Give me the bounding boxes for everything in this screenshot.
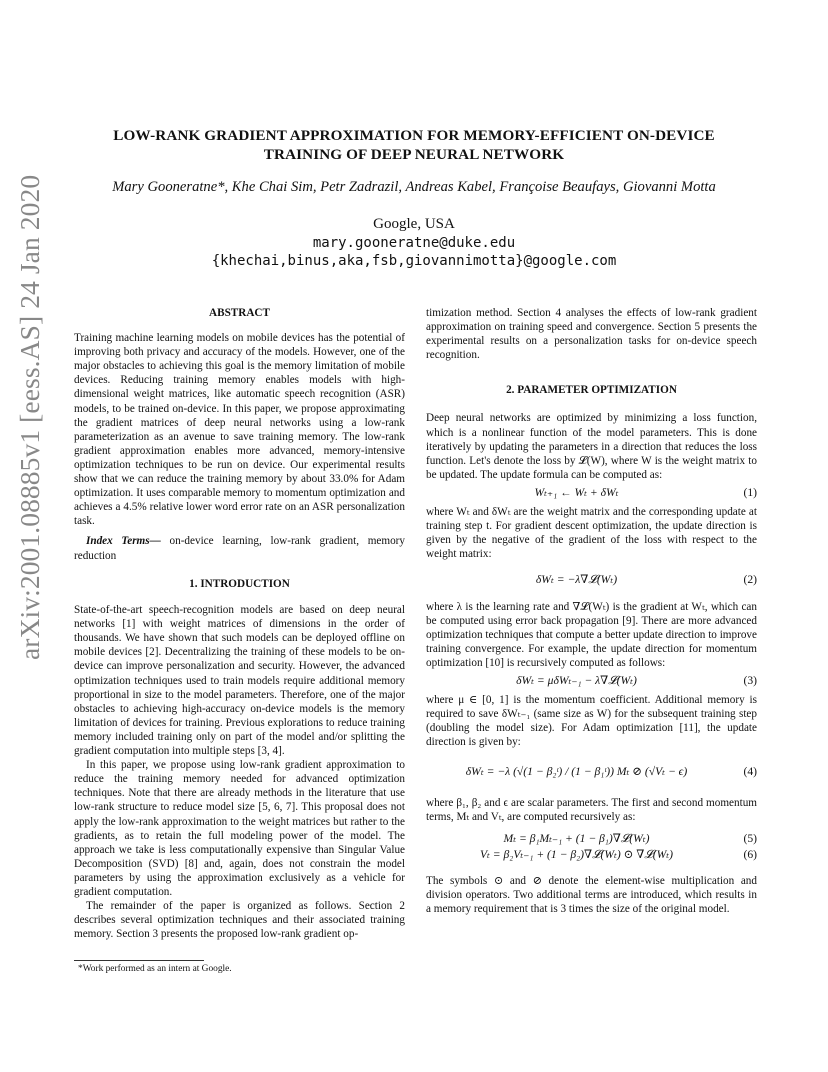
abstract-section [74, 306, 405, 563]
abstract-heading: ABSTRACT [209, 307, 270, 319]
index-terms [74, 534, 405, 562]
equation-1 [426, 486, 757, 500]
equation-6-formula: Vₜ = β₂Vₜ₋₁ + (1 − β₂)∇𝓛(Wₜ) ⊙ ∇𝓛(Wₜ) [479, 847, 674, 861]
paper-title [60, 126, 768, 164]
index-terms-label: Index Terms— [86, 535, 161, 548]
equation-4 [426, 765, 757, 779]
author-list: Mary Gooneratne*, Khe Chai Sim, Petr Zadrazil, Andreas Kabel, Françoise Beaufays, Giovanni Motta [112, 179, 716, 195]
intro-paragraph-2: In this paper, we propose using low-rank gradient approximation to reduce the training memory needed for advanced optimization techniques. Note that there are already methods in the literature that use low-rank structure to reduce model size [5, 6, 7]. This proposal does not apply the low-rank approximation to the weight matrices but rather to the gradients, as to retain the full modeling power of the model. The approach we take is less computationally expensive than Singular Value Decomposition (SVD) [8] and, again, does not constrain the model parameters by using the approximation exclusively as a vehicle for gradient computation. [74, 759, 405, 898]
intro-continuation: timization method. Section 4 analyses the effects of low-rank gradient approximation on training speed and convergence. Section 5 presents the experimental results on a personalization tasks for on-device speech recognition. [426, 307, 757, 362]
intro-heading: 1. INTRODUCTION [189, 578, 290, 590]
index-terms-list: on-device learning, low-rank gradient, memory reduction [74, 535, 405, 562]
section-2-paragraph-3: where λ is the learning rate and ∇𝓛(Wₜ) is the gradient at Wₜ, which can be computed using error back propagation [9]. There are more advanced optimization techniques that compute a better update direction to improve training convergence. For example, the update direction for momentum optimization [10] is recursively computed as follows: [426, 600, 757, 669]
equation-3-number: (3) [743, 673, 757, 687]
section-2-heading: 2. PARAMETER OPTIMIZATION [506, 384, 677, 397]
section-2-paragraph-1: Deep neural networks are optimized by minimizing a loss function, which is a nonlinear function of the model parameters. This is done iteratively by updating the parameters in a direction that reduces the loss function. Let's denote the loss by 𝓛(W), where W is the weight matrix to be updated. The update formula can be computed as: [426, 412, 757, 481]
equation-2 [426, 573, 757, 587]
arxiv-stamp: arXiv:2001.08885v1 [eess.AS] 24 Jan 2020 [14, 174, 45, 660]
section-2-paragraph-6: The symbols ⊙ and ⊘ denote the element-wise multiplication and division operators. Two additional terms are introduced, which results in a memory requirement that is 3 times the size of the original model. [426, 874, 757, 916]
equation-6-number: (6) [743, 847, 757, 861]
footnote: *Work performed as an intern at Google. [78, 964, 232, 974]
section-2-paragraph-2: where Wₜ and δWₜ are the weight matrix and the corresponding update at training step t. For gradient descent optimization, the update direction is given by the negative of the gradient of the loss with respect to the weight matrix: [426, 506, 757, 561]
email-group[interactable]: {khechai,binus,aka,fsb,giovannimotta}@google.com [211, 253, 617, 269]
abstract-text: Training machine learning models on mobile devices has the potential of improving both privacy and accuracy of the models. However, one of the major obstacles to achieving this goal is the memory limitation of mobile devices. Reducing training memory enables models with high-dimensional weight matrices, like automatic speech recognition (ASR) models, to be trained on-device. In this paper, we propose approximating the gradient matrices of deep neural networks using a low-rank parameterization as an avenue to save training memory. The low-rank gradient approximation enables more advanced, memory-intensive optimization techniques to be run on device. Our experimental results show that we can reduce the training memory by about 33.0% for Adam optimization. It uses comparable memory to momentum optimization and achieves a 4.5% relative lower word error rate on an ASR personalization task. [74, 332, 405, 528]
equation-3 [426, 674, 757, 688]
equation-5 [426, 832, 757, 846]
affiliation: Google, USA [373, 216, 455, 232]
equation-2-formula: δWₜ = −λ∇𝓛(Wₜ) [535, 573, 618, 587]
equation-1-number: (1) [743, 485, 757, 499]
title-line-2: TRAINING OF DEEP NEURAL NETWORK [263, 146, 565, 163]
footnote-rule [74, 960, 204, 961]
equation-4-formula: δWₜ = −λ (√(1 − β₂ᵗ) / (1 − β₁ᵗ)) Mₜ ⊘ (√Vₜ − ϵ) [465, 765, 688, 779]
equation-1-formula: Wₜ₊₁ ← Wₜ + δWₜ [534, 485, 619, 499]
equation-4-number: (4) [743, 765, 757, 779]
introduction-section [74, 577, 405, 941]
equation-6 [426, 848, 757, 862]
equation-3-formula: δWₜ = μδWₜ₋₁ − λ∇𝓛(Wₜ) [516, 673, 637, 687]
email-primary[interactable]: mary.gooneratne@duke.edu [312, 235, 516, 251]
intro-paragraph-1: State-of-the-art speech-recognition models are based on deep neural networks [1] with weight matrices of dimensions in the order of thousands. We have shown that such models can be deployed offline on mobile devices [2]. Decentralizing the training of these models to be on-device can improve personalization and security. However, the advanced optimization techniques used to train models require additional memory proportional in size to the model parameters. Therefore, one of the major obstacles to achieving high-accuracy on-device models is the memory limitation of devices for training. Previous explorations to reduce training memory included training only on part of the model and/or splitting the gradient computation into multiple steps [3, 4]. [74, 604, 405, 758]
equation-2-number: (2) [743, 573, 757, 587]
right-column [426, 306, 757, 916]
section-2-paragraph-5: where β₁, β₂ and ϵ are scalar parameters. The first and second momentum terms, Mₜ and Vₜ, are computed recursively as: [426, 796, 757, 823]
title-line-1: LOW-RANK GRADIENT APPROXIMATION FOR MEMORY-EFFICIENT ON-DEVICE [113, 127, 715, 144]
equation-5-formula: Mₜ = β₁Mₜ₋₁ + (1 − β₁)∇𝓛(Wₜ) [503, 831, 650, 845]
section-2-paragraph-4: where μ ∈ [0, 1] is the momentum coefficient. Additional memory is required to save δWₜ₋₁ (same size as W) for the subsequent training step (doubling the model size). For Adam optimization [11], the update direction is given by: [426, 694, 757, 749]
intro-paragraph-3: The remainder of the paper is organized as follows. Section 2 describes several optimization techniques and their associated training memory. Section 3 presents the proposed low-rank gradient op- [74, 900, 405, 941]
equation-5-number: (5) [743, 831, 757, 845]
